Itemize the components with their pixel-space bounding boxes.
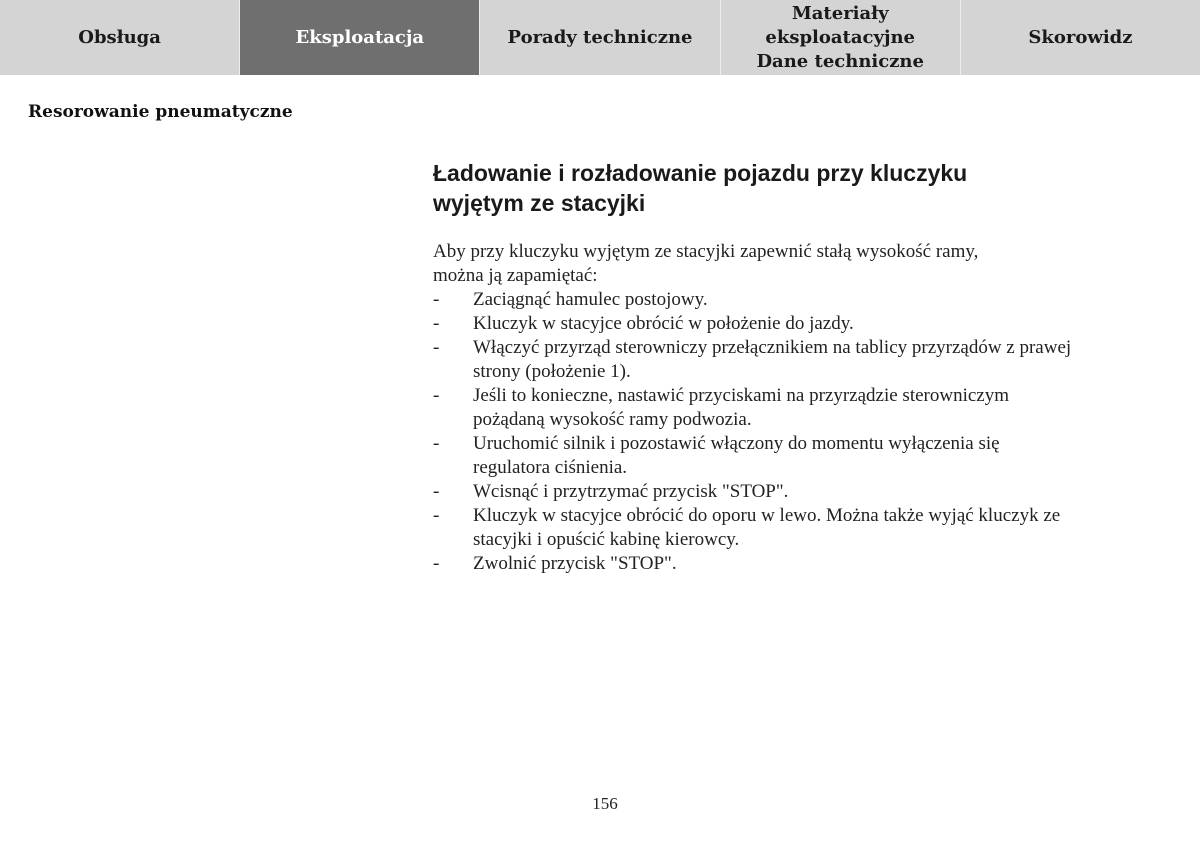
tab-obsluga[interactable]: [0, 0, 240, 75]
bullet-dash: -: [433, 481, 440, 502]
tab-skorowidz[interactable]: [961, 0, 1200, 75]
tab-label: Materiały eksploatacyjne: [765, 2, 916, 48]
step-text: Uruchomić silnik i pozostawić włączony do momentu wyłączenia się regulatora ciśnienia.: [473, 433, 1000, 478]
tab-label-secondary: Dane techniczne: [756, 50, 924, 72]
steps-list: [433, 288, 1073, 576]
tab-label: Obsługa: [78, 26, 161, 48]
bullet-dash: -: [433, 385, 440, 406]
list-item: [433, 384, 1073, 432]
bullet-dash: -: [433, 505, 440, 526]
bullet-dash: -: [433, 313, 440, 334]
main-content: [433, 158, 1073, 576]
step-text: Zaciągnąć hamulec postojowy.: [473, 289, 708, 310]
list-item: [433, 504, 1073, 552]
step-text: Kluczyk w stacyjce obrócić w położenie do jazdy.: [473, 313, 854, 334]
step-text: Włączyć przyrząd sterowniczy przełącznikiem na tablicy przyrządów z prawej strony (położenie 1).: [473, 337, 1072, 382]
step-text: Kluczyk w stacyjce obrócić do oporu w lewo. Można także wyjąć kluczyk ze stacyjki i opuścić kabinę kierowcy.: [473, 505, 1061, 550]
top-navigation-tabs: [0, 0, 1200, 75]
page-number: 156: [592, 794, 618, 813]
bullet-dash: -: [433, 433, 440, 454]
step-text: Zwolnić przycisk "STOP".: [473, 553, 677, 574]
bullet-dash: -: [433, 289, 440, 310]
tab-eksploatacja[interactable]: [240, 0, 480, 75]
list-item: [433, 336, 1073, 384]
list-item: [433, 288, 1073, 312]
list-item: [433, 480, 1073, 504]
bullet-dash: -: [433, 337, 440, 358]
tab-label: Eksploatacja: [295, 26, 425, 48]
list-item: [433, 552, 1073, 576]
tab-label: Porady techniczne: [507, 26, 693, 48]
tab-materialy-eksploatacyjne[interactable]: [721, 0, 961, 75]
page-heading: Ładowanie i rozładowanie pojazdu przy kluczyku wyjętym ze stacyjki: [433, 160, 968, 216]
bullet-dash: -: [433, 553, 440, 574]
intro-paragraph: Aby przy kluczyku wyjętym ze stacyjki zapewnić stałą wysokość ramy, można ją zapamiętać:: [433, 241, 979, 286]
section-title: Resorowanie pneumatyczne: [28, 102, 293, 122]
tab-label: Skorowidz: [1028, 26, 1133, 48]
step-text: Jeśli to konieczne, nastawić przyciskami na przyrządzie sterowniczym pożądaną wysokość ramy podwozia.: [473, 385, 1010, 430]
list-item: [433, 312, 1073, 336]
list-item: [433, 432, 1073, 480]
step-text: Wcisnąć i przytrzymać przycisk "STOP".: [473, 481, 789, 502]
tab-porady-techniczne[interactable]: [480, 0, 720, 75]
